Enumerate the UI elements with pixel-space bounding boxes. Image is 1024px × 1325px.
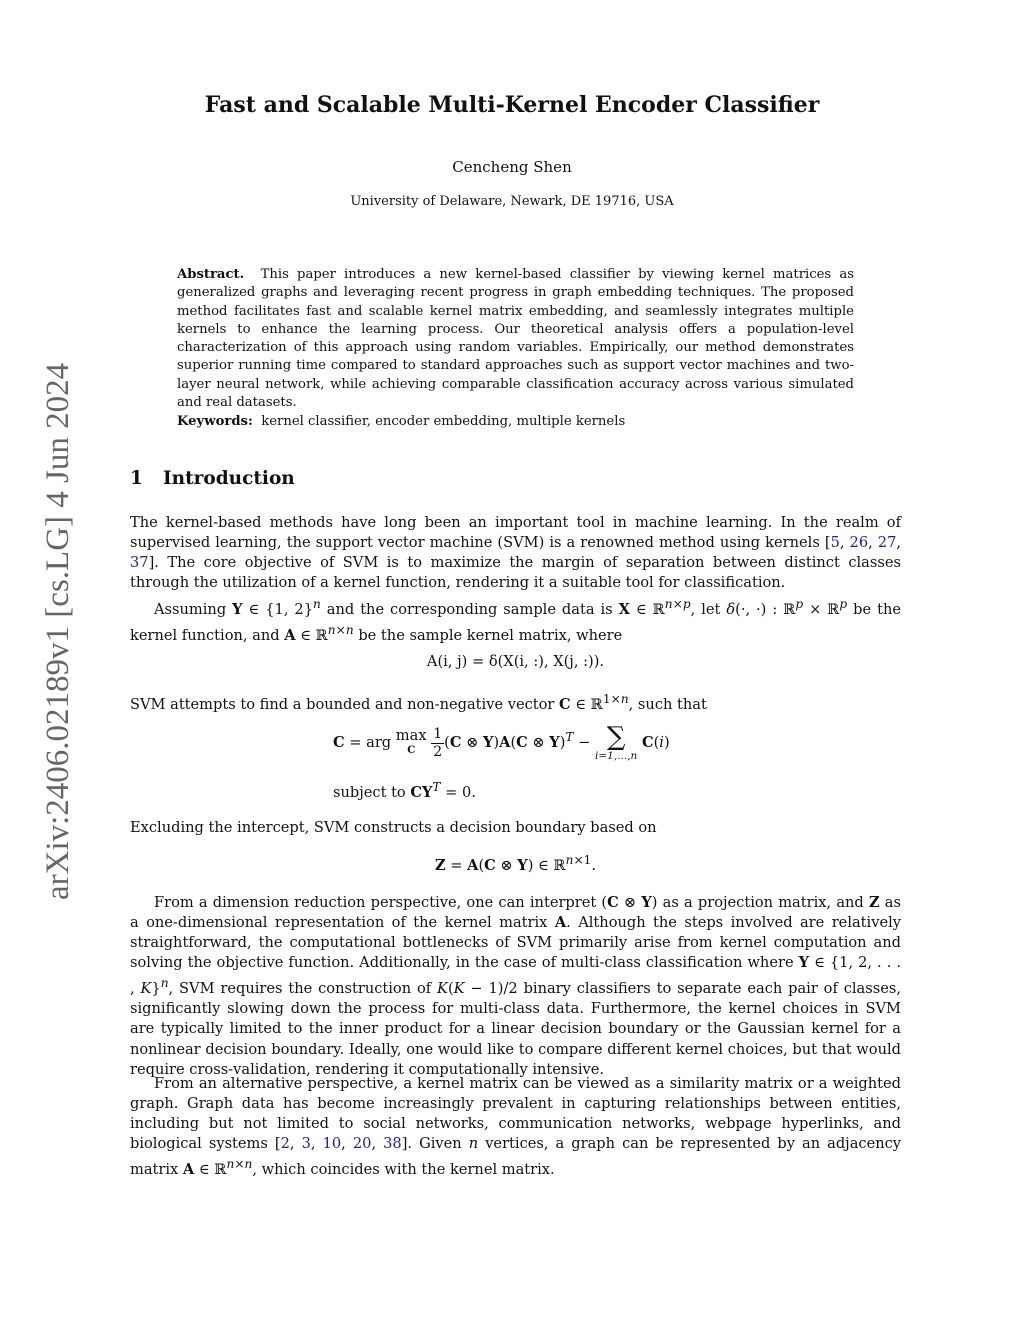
keywords-label: Keywords:	[177, 414, 253, 429]
paragraph-text: as a one-dimensional representation of the kernel matrix	[130, 894, 901, 932]
paragraph-text: be the sample kernel matrix, where	[358, 626, 623, 644]
paragraph-text: From an alternative perspective, a kernel matrix can be viewed as a similarity matrix or a weighted graph. Graph data has become increasingly prevalent in capturing relationships between entities, including but not limited to social networks, communication networks, webpage hyperlinks, and biological systems	[130, 1075, 901, 1153]
paper-author: Cencheng Shen	[452, 158, 572, 176]
paragraph-text: be the kernel function, and	[130, 600, 901, 644]
keywords-text: kernel classifier, encoder embedding, multiple kernels	[261, 414, 626, 429]
paragraph-text: , which coincides with the kernel matrix.	[252, 1161, 555, 1179]
citation-link[interactable]: 27	[877, 534, 897, 552]
abstract	[177, 266, 854, 412]
paragraph-text: as a projection matrix, and	[662, 894, 864, 911]
abstract-label: Abstract.	[177, 267, 245, 282]
keywords	[177, 413, 854, 431]
citation-link[interactable]: 26	[849, 534, 869, 552]
paragraph-text: binary classifiers to separate each pair of classes, significantly slowing down the process for multi-class data. Furthermore, the kernel choices in SVM are typically limited to the inner product for a linear decision boundary or the Gaussian kernel for a nonlinear decision boundary. Ideally, one would like to compare different kernel choices, but that would require cross-validation, rendering it computationally intensive.	[130, 980, 902, 1078]
paragraph-3: SVM attempts to find a bounded and non-negative vector C ∈ ℝ$^{1\times n}$, such that	[130, 692, 707, 713]
equation-constraint: subject to $CY^T = 0$.	[333, 780, 476, 801]
paragraph-4: Excluding the intercept, SVM constructs a decision boundary based on	[130, 819, 657, 836]
citation-link[interactable]: 2	[280, 1135, 290, 1153]
paragraph-text: , let	[690, 600, 721, 618]
paragraph-1: The kernel-based methods have long been an important tool in machine learning. In the realm of supervised learning, the support vector machine (SVM) is a renowned method using kernels [5, 26, 27, 37]. The core objective of SVM is to maximize the margin of separation between distinct classes through the utilization of a kernel function, rendering it a suitable tool for classification.	[130, 514, 901, 592]
paragraph-text: The core objective of SVM is to maximize the margin of separation between distinct classes through the utilization of a kernel function, rendering it a suitable tool for classification.	[130, 554, 901, 592]
paragraph-6: From an alternative perspective, a kernel matrix can be viewed as a similarity matrix or a weighted graph. Graph data has become increasingly prevalent in capturing relationships between entities, including but not limited to social networks, communication networks, webpage hyperlinks, and biological systems [2, 3, 10, 20, 38]. Given n vertices, a graph can be represented by an adjacency matrix A ∈ ℝ$^{n\times n}$, which coincides with the kernel matrix.	[130, 1075, 902, 1179]
equation-decision-boundary: Z = A(C ⊗ Y) ∈ ℝ$^{n\times 1}$.	[434, 853, 597, 874]
equation-svm-objective: C = arg max C $\frac{1}{2}$ (C ⊗ Y)A(C ⊗ Y)$^T$ − ∑ i=1,...,n C(i)	[333, 722, 670, 762]
citation-link[interactable]: 3	[301, 1135, 311, 1153]
arxiv-side-stamp: arXiv:2406.02189v1 [cs.LG] 4 Jun 2024	[40, 362, 76, 900]
constraint-label: subject to	[333, 783, 406, 801]
section-title: Introduction	[163, 468, 295, 489]
paragraph-text: , such that	[628, 695, 707, 713]
paper-affiliation: University of Delaware, Newark, DE 19716, USA	[350, 194, 674, 209]
paragraph-text: vertices, a graph can be represented by an adjacency matrix	[130, 1135, 902, 1179]
section-heading	[130, 468, 295, 489]
citation-link[interactable]: 38	[383, 1135, 402, 1153]
citation-link[interactable]: 37	[130, 554, 149, 572]
paragraph-2: Assuming Y ∈ {1, 2}$^n$ and the corresponding sample data is X ∈ ℝ$^{n\times p}$, let δ(·, ·) : ℝ$^p$ × ℝ$^p$ be the kernel function, and A ∈ ℝ$^{n\times n}$ be the sample kernel matrix, where	[130, 597, 901, 644]
paragraph-text: . Given	[407, 1135, 462, 1153]
paper-title: Fast and Scalable Multi-Kernel Encoder Classifier	[204, 92, 820, 118]
paragraph-text: From a dimension reduction perspective, one can interpret	[154, 894, 597, 911]
abstract-text: This paper introduces a new kernel-based classifier by viewing kernel matrices as generalized graphs and leveraging recent progress in graph embedding techniques. The proposed method facilitates fast and scalable kernel matrix embedding, and seamlessly integrates multiple kernels to enhance the learning process. Our theoretical analysis offers a population-level characterization of this approach using random variables. Empirically, our method demonstrates superior running time compared to standard approaches such as support vector machines and two-layer neural network, while achieving comparable classification accuracy across various simulated and real datasets.	[177, 267, 854, 411]
paragraph-text: and the corresponding sample data is	[326, 600, 613, 618]
citation-link[interactable]: 20	[352, 1135, 372, 1153]
citation-link[interactable]: 5	[830, 534, 840, 552]
paragraph-5: From a dimension reduction perspective, one can interpret (C ⊗ Y) as a projection matrix, and Z as a one-dimensional representation of the kernel matrix A. Although the steps involved are relatively straightforward, the computational bottlenecks of SVM primarily arise from kernel computation and solving the objective function. Additionally, in the case of multi-class classification where Y ∈ {1, 2, . . . , K}$^n$, SVM requires the construction of K(K − 1)/2 binary classifiers to separate each pair of classes, significantly slowing down the process for multi-class data. Furthermore, the kernel choices in SVM are typically limited to the inner product for a linear decision boundary or the Gaussian kernel for a nonlinear decision boundary. Ideally, one would like to compare different kernel choices, but that would require cross-validation, rendering it computationally intensive.	[130, 894, 902, 1078]
paragraph-text: . Although the steps involved are relatively straightforward, the computational bottlenecks of SVM primarily arise from kernel computation and solving the objective function. Additionally, in the case of multi-class classification where	[130, 914, 902, 972]
paragraph-text: SVM attempts to find a bounded and non-negative vector	[130, 695, 555, 713]
equation-kernel-matrix: A(i, j) = δ(X(i, :), X(j, :)).	[426, 653, 605, 670]
paragraph-text: , SVM requires the construction of	[168, 980, 432, 998]
paragraph-text: The kernel-based methods have long been an important tool in machine learning. In the realm of supervised learning, the support vector machine (SVM) is a renowned method using kernels	[130, 514, 901, 552]
paragraph-text: Assuming	[154, 600, 227, 618]
citation-link[interactable]: 10	[322, 1135, 342, 1153]
section-number: 1	[130, 468, 143, 489]
